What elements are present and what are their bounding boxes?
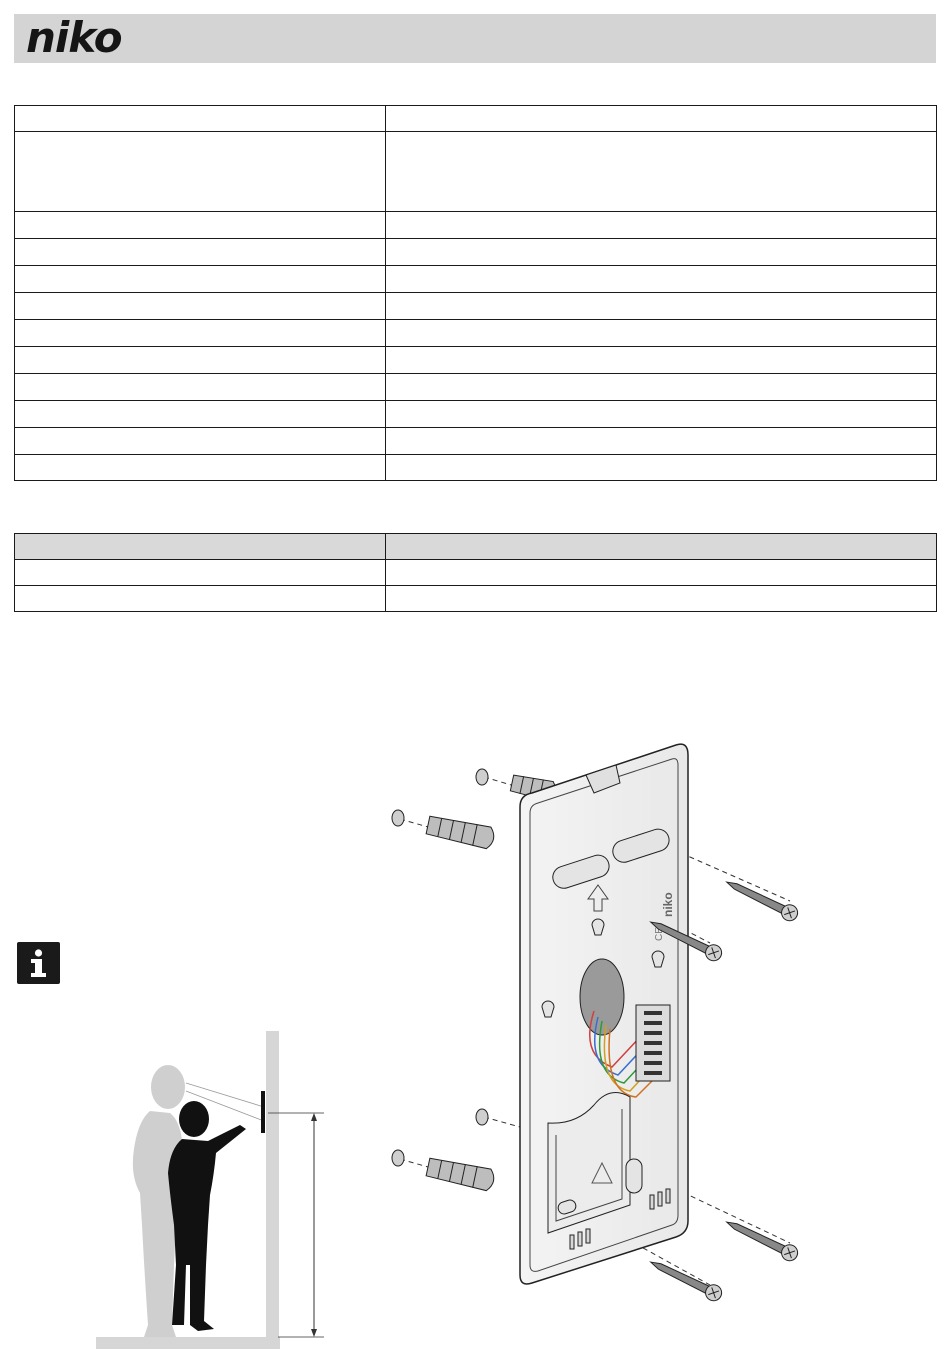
table-cell-value — [386, 560, 937, 586]
keyhole-hole — [652, 951, 664, 967]
intercom-panel — [261, 1091, 265, 1133]
screw — [723, 1215, 800, 1264]
arrowhead — [311, 1329, 317, 1337]
table-row — [15, 320, 937, 347]
table-row — [15, 374, 937, 401]
table-row — [15, 586, 937, 612]
mounting-height-illustration — [90, 1025, 340, 1355]
table-cell-value — [386, 374, 937, 401]
ce-mark: CE — [654, 927, 665, 941]
table-cell-label — [15, 266, 386, 293]
table-cell-value — [386, 132, 937, 212]
specification-table-1 — [14, 105, 937, 481]
table-row — [15, 212, 937, 239]
table-cell-value — [386, 293, 937, 320]
table-cell-value — [386, 239, 937, 266]
mounting-plate — [520, 744, 688, 1284]
table-cell-label — [15, 401, 386, 428]
table-row — [15, 106, 937, 132]
table-row — [15, 132, 937, 212]
screw — [723, 875, 800, 924]
table-cell-label — [15, 212, 386, 239]
plate-brand-mark: niko — [661, 892, 675, 917]
wall-plug — [426, 814, 496, 849]
table-cell-label — [15, 586, 386, 612]
table-row — [15, 455, 937, 481]
table-cell-value — [386, 212, 937, 239]
wall — [266, 1031, 279, 1339]
table-cell-label — [15, 428, 386, 455]
table-cell-label — [15, 560, 386, 586]
table-cell-label — [15, 455, 386, 481]
info-icon — [17, 942, 60, 984]
screw — [647, 1255, 724, 1304]
table-cell-value — [386, 586, 937, 612]
table-cell-label — [15, 132, 386, 212]
table-cell-value — [386, 428, 937, 455]
keyhole-hole — [542, 1001, 554, 1017]
table-header-row — [15, 534, 937, 560]
table-cell-label — [15, 347, 386, 374]
table-row — [15, 401, 937, 428]
terminal-block — [636, 1005, 670, 1081]
mounting-plate-illustration — [380, 735, 870, 1305]
table-cell-value — [386, 401, 937, 428]
table-cell-label — [15, 320, 386, 347]
slot-hole — [626, 1159, 642, 1193]
wall-plug — [426, 1156, 496, 1191]
table-cell-label — [15, 374, 386, 401]
table-cell-label — [15, 239, 386, 266]
specification-table-2 — [14, 533, 937, 612]
niko-logo: niko — [26, 13, 122, 62]
table-row — [15, 428, 937, 455]
keyhole-hole — [592, 919, 604, 935]
table-row — [15, 239, 937, 266]
table-cell-label — [15, 534, 386, 560]
table-row — [15, 266, 937, 293]
table-cell-label — [15, 293, 386, 320]
table-row — [15, 347, 937, 374]
floor — [96, 1337, 280, 1349]
table-cell-value — [386, 534, 937, 560]
table-cell-value — [386, 320, 937, 347]
table-row — [15, 560, 937, 586]
table-cell-value — [386, 106, 937, 132]
arrowhead — [311, 1113, 317, 1121]
table-cell-value — [386, 266, 937, 293]
table-cell-value — [386, 347, 937, 374]
table-row — [15, 293, 937, 320]
table-cell-label — [15, 106, 386, 132]
table-cell-value — [386, 455, 937, 481]
header-band — [14, 14, 936, 63]
